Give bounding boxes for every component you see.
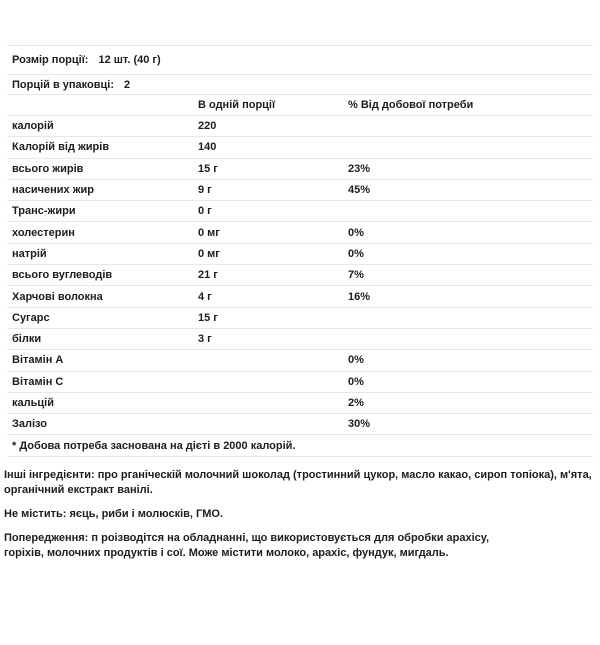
cell-label: натрій bbox=[12, 247, 47, 260]
cell-amount: 0 г bbox=[198, 205, 212, 218]
cell-label: Залізо bbox=[12, 418, 47, 431]
header-daily-value: % Від добової потреби bbox=[348, 99, 474, 111]
table-row bbox=[7, 265, 593, 286]
cell-dv: 45% bbox=[348, 184, 371, 197]
serving-size-row bbox=[7, 46, 593, 75]
cell-label: Харчові волокна bbox=[12, 290, 103, 303]
cell-dv: 23% bbox=[348, 162, 371, 175]
cell-label: Калорій від жирів bbox=[12, 141, 110, 154]
table-row bbox=[7, 350, 593, 371]
cell-dv: 0% bbox=[348, 354, 364, 367]
nutrition-label-page bbox=[0, 45, 600, 645]
table-row bbox=[7, 393, 593, 414]
footer-paragraphs bbox=[4, 468, 596, 561]
cell-label: Сугарс bbox=[12, 311, 50, 324]
cell-dv: 0% bbox=[348, 247, 364, 260]
table-row bbox=[7, 372, 593, 393]
cell-label: насичених жир bbox=[12, 184, 95, 197]
table-row bbox=[7, 180, 593, 201]
cell-label: всього вуглеводів bbox=[12, 269, 113, 282]
cell-amount: 9 г bbox=[198, 184, 212, 197]
cell-amount: 4 г bbox=[198, 290, 212, 303]
cell-label: холестерин bbox=[12, 226, 75, 239]
cell-label: калорій bbox=[12, 120, 54, 133]
cell-label: Транс-жири bbox=[12, 205, 76, 218]
servings-per-container-value: 2 bbox=[124, 78, 131, 91]
cell-amount: 0 мг bbox=[198, 226, 220, 239]
daily-value-footnote: * Добова потреба заснована на дієті в 2000 калорій. bbox=[12, 439, 296, 452]
cell-amount: 15 г bbox=[198, 162, 218, 175]
nutrition-facts-panel bbox=[7, 45, 593, 457]
table-row bbox=[7, 137, 593, 158]
cell-label: Вітамін C bbox=[12, 375, 64, 388]
cell-amount: 0 мг bbox=[198, 247, 220, 260]
cell-amount: 21 г bbox=[198, 269, 218, 282]
cell-dv: 30% bbox=[348, 418, 371, 431]
warning-text: Попередження: п роізводітся на обладнанні, що використовується для обробки арахісу, горіхів, молочних продуктів і сої. Може містити молоко, арахіс, фундук, мигдаль. bbox=[4, 532, 490, 560]
table-row bbox=[7, 201, 593, 222]
table-row bbox=[7, 116, 593, 137]
table-row bbox=[7, 159, 593, 180]
cell-amount: 3 г bbox=[198, 333, 212, 346]
table-header-row bbox=[7, 95, 593, 116]
footnote-row bbox=[7, 435, 593, 457]
cell-dv: 2% bbox=[348, 397, 364, 409]
servings-per-container-label: Порцій в упаковці: bbox=[12, 78, 115, 91]
table-row bbox=[7, 244, 593, 265]
table-row bbox=[7, 222, 593, 243]
cell-label: всього жирів bbox=[12, 162, 84, 175]
free-from-text: Не містить: яєць, риби і молюсків, ГМО. bbox=[4, 508, 224, 521]
table-row bbox=[7, 414, 593, 435]
serving-size-value: 12 шт. (40 г) bbox=[98, 54, 161, 66]
nutrition-rows bbox=[7, 116, 593, 435]
cell-dv: 0% bbox=[348, 226, 364, 239]
ingredients-text: Інші інгредієнти: про рганіческій молочний шоколад (тростинний цукор, масло какао, сироп топіока), м'ята, органічний екстракт ванілі. bbox=[4, 469, 592, 497]
cell-dv: 16% bbox=[348, 290, 371, 303]
header-per-serving: В одній порції bbox=[198, 99, 276, 111]
cell-dv: 7% bbox=[348, 269, 364, 282]
cell-label: Вітамін A bbox=[12, 354, 64, 367]
cell-amount: 140 bbox=[198, 141, 217, 154]
cell-label: кальцій bbox=[12, 397, 54, 409]
cell-label: білки bbox=[12, 333, 42, 346]
cell-amount: 220 bbox=[198, 120, 217, 133]
servings-per-container-row bbox=[7, 75, 593, 95]
table-row bbox=[7, 329, 593, 350]
table-row bbox=[7, 286, 593, 307]
cell-dv: 0% bbox=[348, 375, 364, 388]
table-row bbox=[7, 308, 593, 329]
cell-amount: 15 г bbox=[198, 311, 218, 324]
serving-size-label: Розмір порції: bbox=[12, 54, 89, 66]
